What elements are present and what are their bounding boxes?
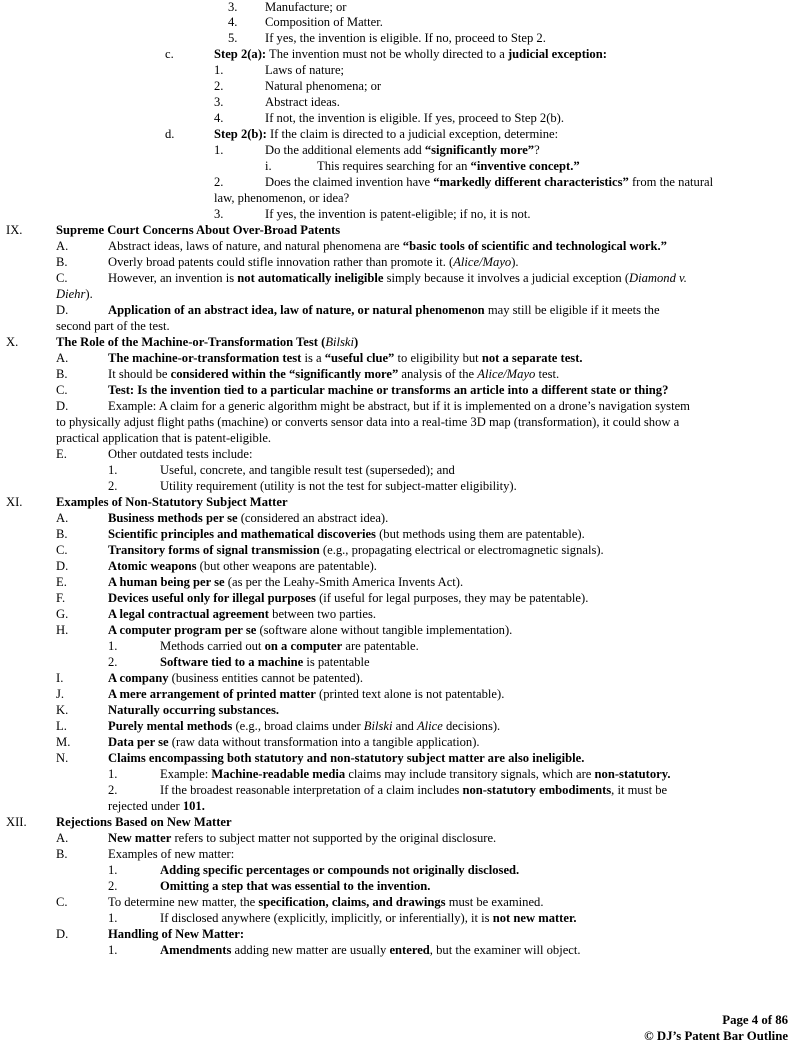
sec11-H1-text: Methods carried out on a computer are patentable. [160,639,419,653]
sec10-title: The Role of the Machine-or-Transformation Test (Bilski) [56,335,359,349]
sec11-J-text: A mere arrangement of printed matter (printed text alone is not patentable). [108,687,505,701]
sec12-D1-text: Amendments adding new matter are usually entered, but the examiner will object. [160,943,581,957]
step2b-item-3: 3. [214,207,224,221]
sec11-C-letter: C. [56,543,68,557]
sec9-D-letter: D. [56,303,69,317]
footer-page-number: Page 4 of 86 [722,1013,788,1027]
sec10-E-letter: E. [56,447,67,461]
sec11-I-text: A company (business entities cannot be patented). [108,671,363,685]
sec11-G-letter: G. [56,607,69,621]
step2a-item-1-text: Laws of nature; [265,63,345,77]
step2a-judicial: judicial exception: [507,47,607,61]
step2a-item-4-text: If not, the invention is eligible. If yes, proceed to Step 2(b). [265,111,565,125]
step2b-heading [214,127,558,142]
sec11-N-letter: N. [56,751,69,765]
sec10-B-text: It should be considered within the “significantly more” analysis of the Alice/Mayo test. [108,367,560,381]
sec12-B2-num: 2. [108,879,118,893]
footer-title: © DJ’s Patent Bar Outline [644,1029,788,1043]
step2b-item-2-cont: law, phenomenon, or idea? [214,191,350,205]
step1-item-3-text: Manufacture; or [265,0,347,14]
sec10-E2-text: Utility requirement (utility is not the test for subject-matter eligibility). [160,479,517,493]
sec10-B-letter: B. [56,367,68,381]
sec11-D-letter: D. [56,559,69,573]
sec11-H-text: A computer program per se (software alone without tangible implementation). [108,623,513,637]
step2a-item-3: 3. [214,95,224,109]
sec12-C-text: To determine new matter, the specification, claims, and drawings must be examined. [108,895,544,909]
step2a-text: The invention must not be wholly directed to a [266,47,508,61]
step1-item-5-text: If yes, the invention is eligible. If no, proceed to Step 2. [265,31,546,45]
sec12-C1-num: 1. [108,911,118,925]
step2b-label: Step 2(b): [214,127,267,141]
sec9-title: Supreme Court Concerns About Over-Broad Patents [56,223,341,237]
step2b-item-3-text: If yes, the invention is patent-eligible; if no, it is not. [265,207,531,221]
sec10-E-text: Other outdated tests include: [108,447,253,461]
sec10-E1-text: Useful, concrete, and tangible result test (superseded); and [160,463,455,477]
sec12-B1-num: 1. [108,863,118,877]
sec11-B-text: Scientific principles and mathematical discoveries (but methods using them are patentable). [108,527,585,541]
sec10-E1-num: 1. [108,463,118,477]
sec11-H2-text: Software tied to a machine is patentable [160,655,370,669]
sec10-C-text: Test: Is the invention tied to a particular machine or transforms an article into a different state or thing? [108,383,669,397]
sec11-C-text: Transitory forms of signal transmission (e.g., propagating electrical or electromagnetic signals). [108,543,604,557]
step1-item-3: 3. [228,0,238,14]
sec9-B-text: Overly broad patents could stifle innovation rather than promote it. (Alice/Mayo). [108,255,519,269]
sec11-J-letter: J. [56,687,65,701]
sec10-A-letter: A. [56,351,69,365]
sec11-G-text: A legal contractual agreement between two parties. [108,607,377,621]
step2b-sub-i-text: This requires searching for an “inventive concept.” [317,159,580,173]
sec11-I-letter: I. [56,671,64,685]
sec11-L-letter: L. [56,719,67,733]
sec10-A-text: The machine-or-transformation test is a “useful clue” to eligibility but not a separate test. [108,351,583,365]
sec11-N1-num: 1. [108,767,118,781]
sec10-D-line2: to physically adjust flight paths (machine) or converts sensor data into a real-time 3D map (transformation), it could show a [56,415,680,429]
sec9-C-cont: Diehr). [56,287,93,301]
sec9-A-letter: A. [56,239,69,253]
sec9-D-text: Application of an abstract idea, law of nature, or natural phenomenon may still be eligible if it meets the [108,303,660,317]
sec11-A-letter: A. [56,511,69,525]
step2a-item-3-text: Abstract ideas. [265,95,340,109]
sec11-L-text: Purely mental methods (e.g., broad claims under Bilski and Alice decisions). [108,719,501,733]
sec9-D-cont: second part of the test. [56,319,170,333]
sec11-title: Examples of Non-Statutory Subject Matter [56,495,288,509]
step1-item-4: 4. [228,15,238,29]
step2b-item-2: 2. [214,175,224,189]
step2a-item-2: 2. [214,79,224,93]
sec12-B-letter: B. [56,847,68,861]
sec10-C-letter: C. [56,383,68,397]
sec11-F-text: Devices useful only for illegal purposes (if useful for legal purposes, they may be patentable). [108,591,589,605]
sec10-D-line3: practical application that is patent-eligible. [56,431,272,445]
step2a-label: Step 2(a): [214,47,267,61]
sec11-M-text: Data per se (raw data without transformation into a tangible application). [108,735,480,749]
sec12-A-text: New matter refers to subject matter not supported by the original disclosure. [108,831,497,845]
step2a-letter: c. [165,47,174,61]
sec12-A-letter: A. [56,831,69,845]
sec10-num: X. [6,335,19,349]
sec10-D-line1: Example: A claim for a generic algorithm might be abstract, but if it is implemented on a drone’s navigation system [108,399,690,413]
sec11-A-text: Business methods per se (considered an abstract idea). [108,511,389,525]
step2a-item-4: 4. [214,111,224,125]
sec12-B1-text: Adding specific percentages or compounds not originally disclosed. [160,863,520,877]
sec10-E2-num: 2. [108,479,118,493]
sec11-K-text: Naturally occurring substances. [108,703,280,717]
sec12-D1-num: 1. [108,943,118,957]
sec11-F-letter: F. [56,591,66,605]
step1-item-4-text: Composition of Matter. [265,15,383,29]
step2b-item-1: 1. [214,143,224,157]
sec9-B-letter: B. [56,255,68,269]
sec11-N2-cont: rejected under 101. [108,799,205,813]
sec9-C-letter: C. [56,271,68,285]
sec11-N-text: Claims encompassing both statutory and non-statutory subject matter are also ineligible. [108,751,585,765]
sec11-B-letter: B. [56,527,68,541]
sec11-M-letter: M. [56,735,71,749]
sec12-title: Rejections Based on New Matter [56,815,232,829]
step2b-letter: d. [165,127,175,141]
sec12-B-text: Examples of new matter: [108,847,235,861]
sec9-C-text: However, an invention is not automatically ineligible simply because it involves a judicial exception (Diamond v. [108,271,687,285]
sec11-N2-text: If the broadest reasonable interpretation of a claim includes non-statutory embodiments, it must be [160,783,668,797]
sec11-H1-num: 1. [108,639,118,653]
sec11-N1-text: Example: Machine-readable media claims may include transitory signals, which are non-statutory. [160,767,671,781]
step2a-item-2-text: Natural phenomena; or [265,79,382,93]
sec12-D-letter: D. [56,927,69,941]
sec11-K-letter: K. [56,703,69,717]
sec11-D-text: Atomic weapons (but other weapons are patentable). [108,559,377,573]
sec11-H-letter: H. [56,623,69,637]
step1-item-5: 5. [228,31,238,45]
sec12-num: XII. [6,815,27,829]
sec9-num: IX. [6,223,23,237]
sec12-C1-text: If disclosed anywhere (explicitly, implicitly, or inferentially), it is not new matter. [160,911,577,925]
step2b-text: If the claim is directed to a judicial exception, determine: [266,127,559,141]
sec11-E-letter: E. [56,575,67,589]
sec10-D-letter: D. [56,399,69,413]
sec12-C-letter: C. [56,895,68,909]
step2b-item-2-text: Does the claimed invention have “markedly different characteristics” from the natural [265,175,714,189]
sec9-A-text: Abstract ideas, laws of nature, and natural phenomena are “basic tools of scientific and technological work.” [108,239,667,253]
sec11-E-text: A human being per se (as per the Leahy-Smith America Invents Act). [108,575,464,589]
step2b-item-1-text: Do the additional elements add “significantly more”? [265,143,540,157]
sec11-N2-num: 2. [108,783,118,797]
sec12-B2-text: Omitting a step that was essential to the invention. [160,879,431,893]
step2a-heading [214,47,607,62]
step2b-sub-i: i. [265,159,272,173]
sec12-D-text: Handling of New Matter: [108,927,245,941]
sec11-H2-num: 2. [108,655,118,669]
step2a-item-1: 1. [214,63,224,77]
sec11-num: XI. [6,495,23,509]
